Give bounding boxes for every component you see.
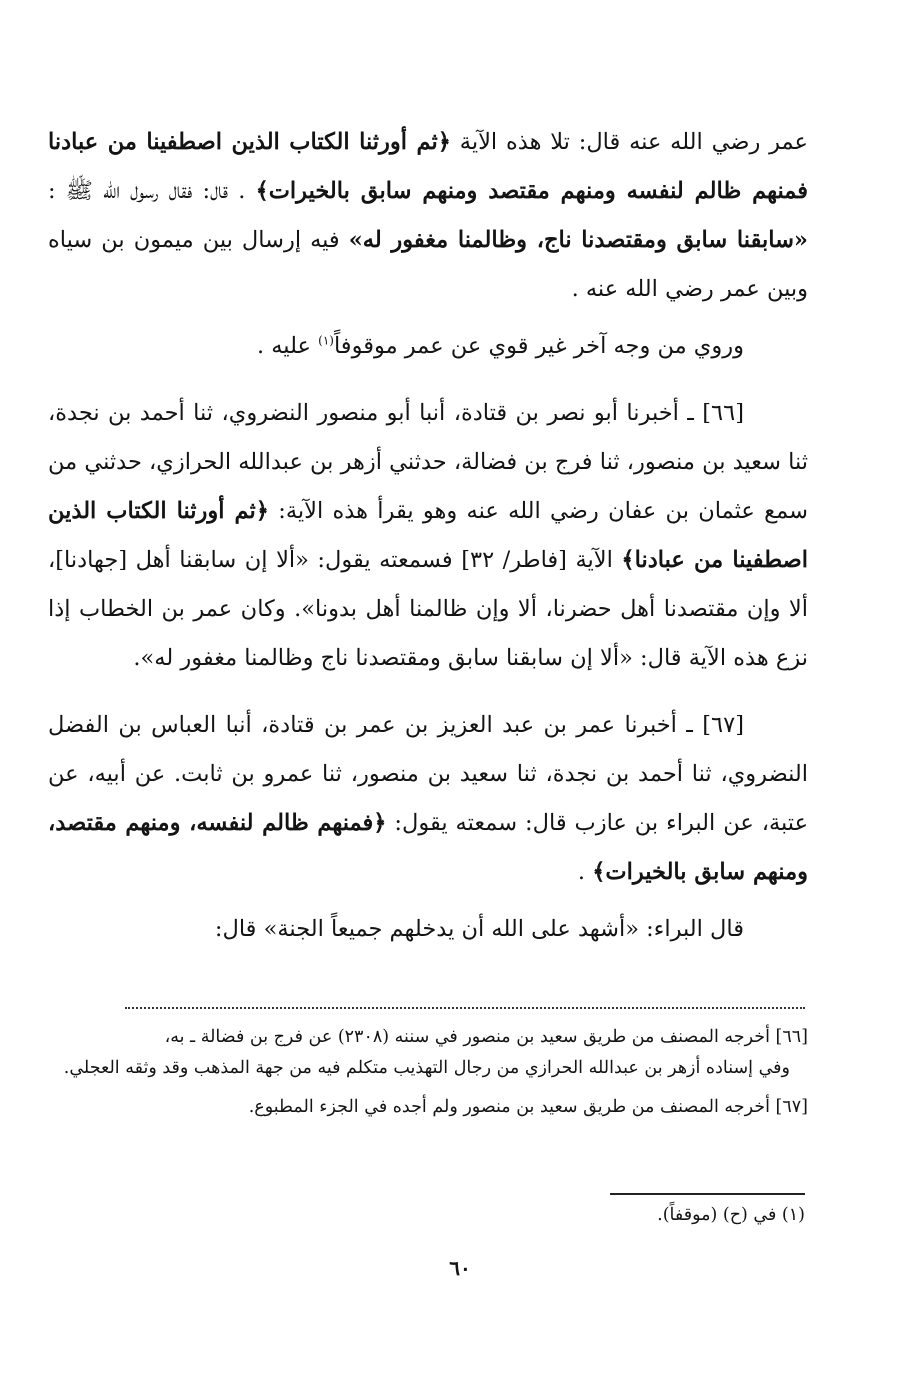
footnote-text: [٦٧] أخرجه المصنف من طريق سعيد بن منصور ولم أجده في الجزء المطبوع. xyxy=(248,1097,808,1117)
text-segment: الآية [فاطر/ ٣٢] فسمعته يقول: «ألا إن سابقنا أهل [جهادنا]، ألا وإن مقتصدنا أهل حضرنا، ألا وإن ظالمنا أهل بدونا». وكان عمر بن الخطاب إذا نزع هذه الآية قال: «ألا إن سابقنا سابق ومقتصدنا ناج وظالمنا مغفور له». xyxy=(48,547,808,671)
hadith-quote: «سابقنا سابق ومقتصدنا ناج، وظالمنا مغفور له» xyxy=(348,227,808,253)
quran-verse: ﴿ثم أورثنا الكتاب الذين اصطفينا من عبادنا فمنهم ظالم لنفسه ومنهم مقتصد ومنهم سابق بالخيرات﴾ xyxy=(48,129,808,204)
footnote-text: [٦٦] أخرجه المصنف من طريق سعيد بن منصور في سننه (٢٣٠٨) عن فرج بن فضالة ـ به، xyxy=(164,1027,808,1047)
footnote-separator-dotted xyxy=(125,1007,805,1009)
text-segment: فيه إرسال بين ميمون بن سياه وبين عمر رضي الله عنه . xyxy=(48,227,808,302)
text-segment: عمر رضي الله عنه قال: تلا هذه الآية xyxy=(459,129,808,155)
text-segment: قال البراء: «أشهد على الله أن يدخلهم جميعاً الجنة» قال: xyxy=(214,916,744,942)
footnote-marker: (١) xyxy=(318,333,334,348)
footnote-67 xyxy=(48,1092,808,1123)
footnote-66 xyxy=(48,1022,808,1053)
marginal-note: (١) في (ح) (موقفاً). xyxy=(657,1205,805,1225)
text-segment: [٦٦] ـ أخبرنا أبو نصر بن قتادة، أنبا أبو منصور النضروي، ثنا أحمد بن نجدة، ثنا سعيد بن منصور، ثنا فرج بن فضالة، حدثني أزهر بن عبدالله الحرازي، حدثني من سمع عثمان بن عفان رضي الله عنه وهو يقرأ هذه الآية: xyxy=(48,400,808,524)
paragraph-3 xyxy=(48,389,808,683)
page-number: ٦٠ xyxy=(449,1256,471,1280)
text-segment: عليه . xyxy=(256,333,311,359)
text-segment: . قال: فقال رسول الله ﷺ : xyxy=(48,178,246,204)
footnotes xyxy=(48,1022,808,1123)
paragraph-1 xyxy=(48,118,808,314)
text-segment: [٦٧] ـ أخبرنا عمر بن عبد العزيز بن عمر بن قتادة، أنبا العباس بن الفضل النضروي، ثنا أحمد بن نجدة، ثنا سعيد بن منصور، ثنا عمرو بن ثابت. عن أبيه، عن عتبة، عن البراء بن عازب قال: سمعته يقول: xyxy=(48,712,809,836)
marginal-note-separator xyxy=(610,1193,805,1195)
footnote-66-continuation xyxy=(48,1053,808,1084)
main-text xyxy=(48,118,808,954)
text-segment: . xyxy=(577,859,586,885)
paragraph-4 xyxy=(48,701,808,897)
quran-verse: ﴿فمنهم ظالم لنفسه، ومنهم مقتصد، ومنهم سابق بالخيرات﴾ xyxy=(48,810,808,885)
paragraph-5 xyxy=(48,905,808,954)
text-segment: وروي من وجه آخر غير قوي عن عمر موقوفاً xyxy=(333,333,744,359)
footnote-text: وفي إسناده أزهر بن عبدالله الحرازي من رجال التهذيب متكلم فيه من جهة المذهب وقد وثقه العجلي. xyxy=(63,1058,790,1078)
paragraph-2 xyxy=(48,322,808,371)
quran-verse: ﴿ثم أورثنا الكتاب الذين اصطفينا من عبادنا﴾ xyxy=(48,498,808,573)
